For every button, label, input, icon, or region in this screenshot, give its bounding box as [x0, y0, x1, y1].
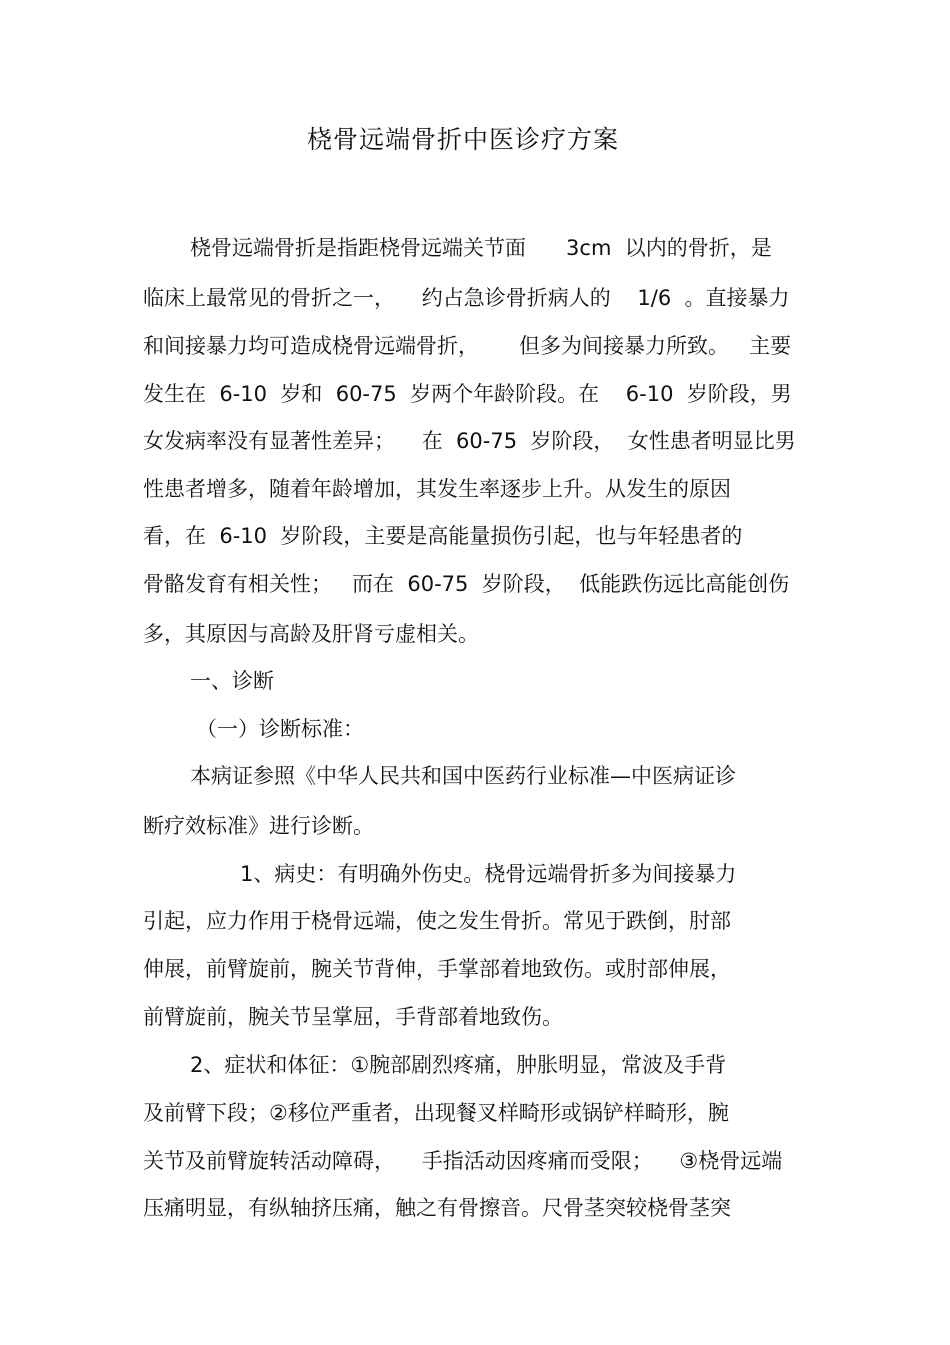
- body-line: 性患者增多，随着年龄增加，其发生率逐步上升。从发生的原因: [143, 477, 731, 501]
- body-line: 1、病史：有明确外伤史。桡骨远端骨折多为间接暴力: [240, 862, 737, 886]
- section-heading: 一、诊断: [190, 669, 274, 693]
- body-line: 断疗效标准》进行诊断。: [143, 814, 374, 838]
- body-line: 看，在 6-10 岁阶段，主要是高能量损伤引起，也与年轻患者的: [143, 524, 743, 548]
- body-line: 临床上最常见的骨折之一， 约占急诊骨折病人的 1/6 。直接暴力: [143, 286, 790, 310]
- body-line: 桡骨远端骨折是指距桡骨远端关节面 3cm 以内的骨折，是: [190, 236, 772, 260]
- body-line: 骨骼发育有相关性； 而在 60-75 岁阶段， 低能跌伤远比高能创伤: [143, 572, 790, 596]
- document-title: 桡骨远端骨折中医诊疗方案: [306, 125, 619, 154]
- body-line: 本病证参照《中华人民共和国中医药行业标准—中医病证诊: [190, 764, 736, 788]
- body-line: 和间接暴力均可造成桡骨远端骨折， 但多为间接暴力所致。 主要: [143, 334, 792, 358]
- body-line: 2、症状和体征：①腕部剧烈疼痛，肿胀明显，常波及手背: [190, 1053, 727, 1077]
- body-line: 引起，应力作用于桡骨远端，使之发生骨折。常见于跌倒，肘部: [143, 909, 731, 933]
- subsection-heading: （一）诊断标准：: [196, 717, 364, 741]
- body-line: 压痛明显，有纵轴挤压痛，触之有骨擦音。尺骨茎突较桡骨茎突: [143, 1196, 731, 1220]
- body-line: 多，其原因与高龄及肝肾亏虚相关。: [143, 622, 479, 646]
- body-line: 伸展，前臂旋前，腕关节背伸，手掌部着地致伤。或肘部伸展，: [143, 957, 731, 981]
- body-line: 及前臂下段；②移位严重者，出现餐叉样畸形或锅铲样畸形，腕: [143, 1101, 729, 1125]
- body-line: 关节及前臂旋转活动障碍， 手指活动因疼痛而受限； ③桡骨远端: [143, 1149, 783, 1173]
- body-line: 前臂旋前，腕关节呈掌屈，手背部着地致伤。: [143, 1005, 563, 1029]
- body-line: 发生在 6-10 岁和 60-75 岁两个年龄阶段。在 6-10 岁阶段，男: [143, 382, 792, 406]
- body-line: 女发病率没有显著性差异； 在 60-75 岁阶段， 女性患者明显比男: [143, 429, 796, 453]
